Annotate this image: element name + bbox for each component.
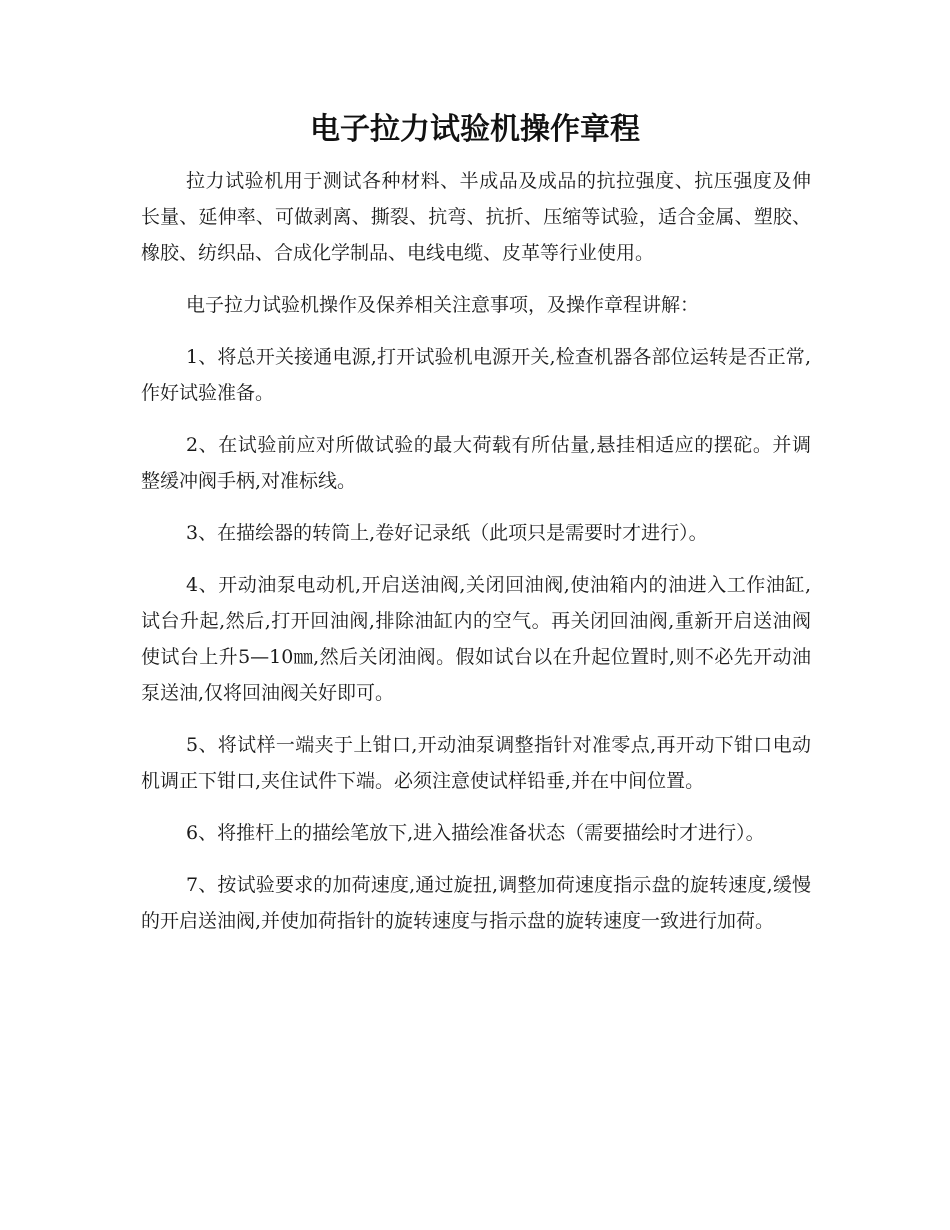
- page-title: 电子拉力试验机操作章程: [310, 112, 640, 147]
- step-3-paragraph: 3、在描绘器的转筒上,卷好记录纸（此项只是需要时才进行）。: [186, 522, 708, 544]
- document-body: [141, 163, 811, 955]
- step-1-paragraph: 1、将总开关接通电源,打开试验机电源开关,检查机器各部位运转是否正常,作好试验准备。: [141, 346, 811, 404]
- intro-paragraph: 拉力试验机用于测试各种材料、半成品及成品的抗拉强度、抗压强度及伸长量、延伸率、可做剥离、撕裂、抗弯、抗折、压缩等试验，适合金属、塑胶、橡胶、纺织品、合成化学制品、电线电缆、皮革等行业使用。: [141, 170, 811, 264]
- step-6-paragraph: 6、将推杆上的描绘笔放下,进入描绘准备状态（需要描绘时才进行）。: [186, 822, 765, 844]
- step-4-paragraph: 4、开动油泵电动机,开启送油阀,关闭回油阀,使油箱内的油进入工作油缸,试台升起,然后,打开回油阀,排除油缸内的空气。再关闭回油阀,重新开启送油阀使试台上升5—10㎜,然后关闭油阀。假如试台以在升起位置时,则不必先开动油泵送油,仅将回油阀关好即可。: [141, 574, 811, 704]
- notice-paragraph: 电子拉力试验机操作及保养相关注意事项，及操作章程讲解：: [186, 294, 700, 316]
- step-7-paragraph: 7、按试验要求的加荷速度,通过旋扭,调整加荷速度指示盘的旋转速度,缓慢的开启送油阀,并使加荷指针的旋转速度与指示盘的旋转速度一致进行加荷。: [141, 874, 811, 932]
- step-5-paragraph: 5、将试样一端夹于上钳口,开动油泵调整指针对准零点,再开动下钳口电动机调正下钳口,夹住试件下端。必须注意使试样铅垂,并在中间位置。: [141, 734, 811, 792]
- step-2-paragraph: 2、在试验前应对所做试验的最大荷载有所估量,悬挂相适应的摆砣。并调整缓冲阀手柄,对准标线。: [141, 434, 811, 492]
